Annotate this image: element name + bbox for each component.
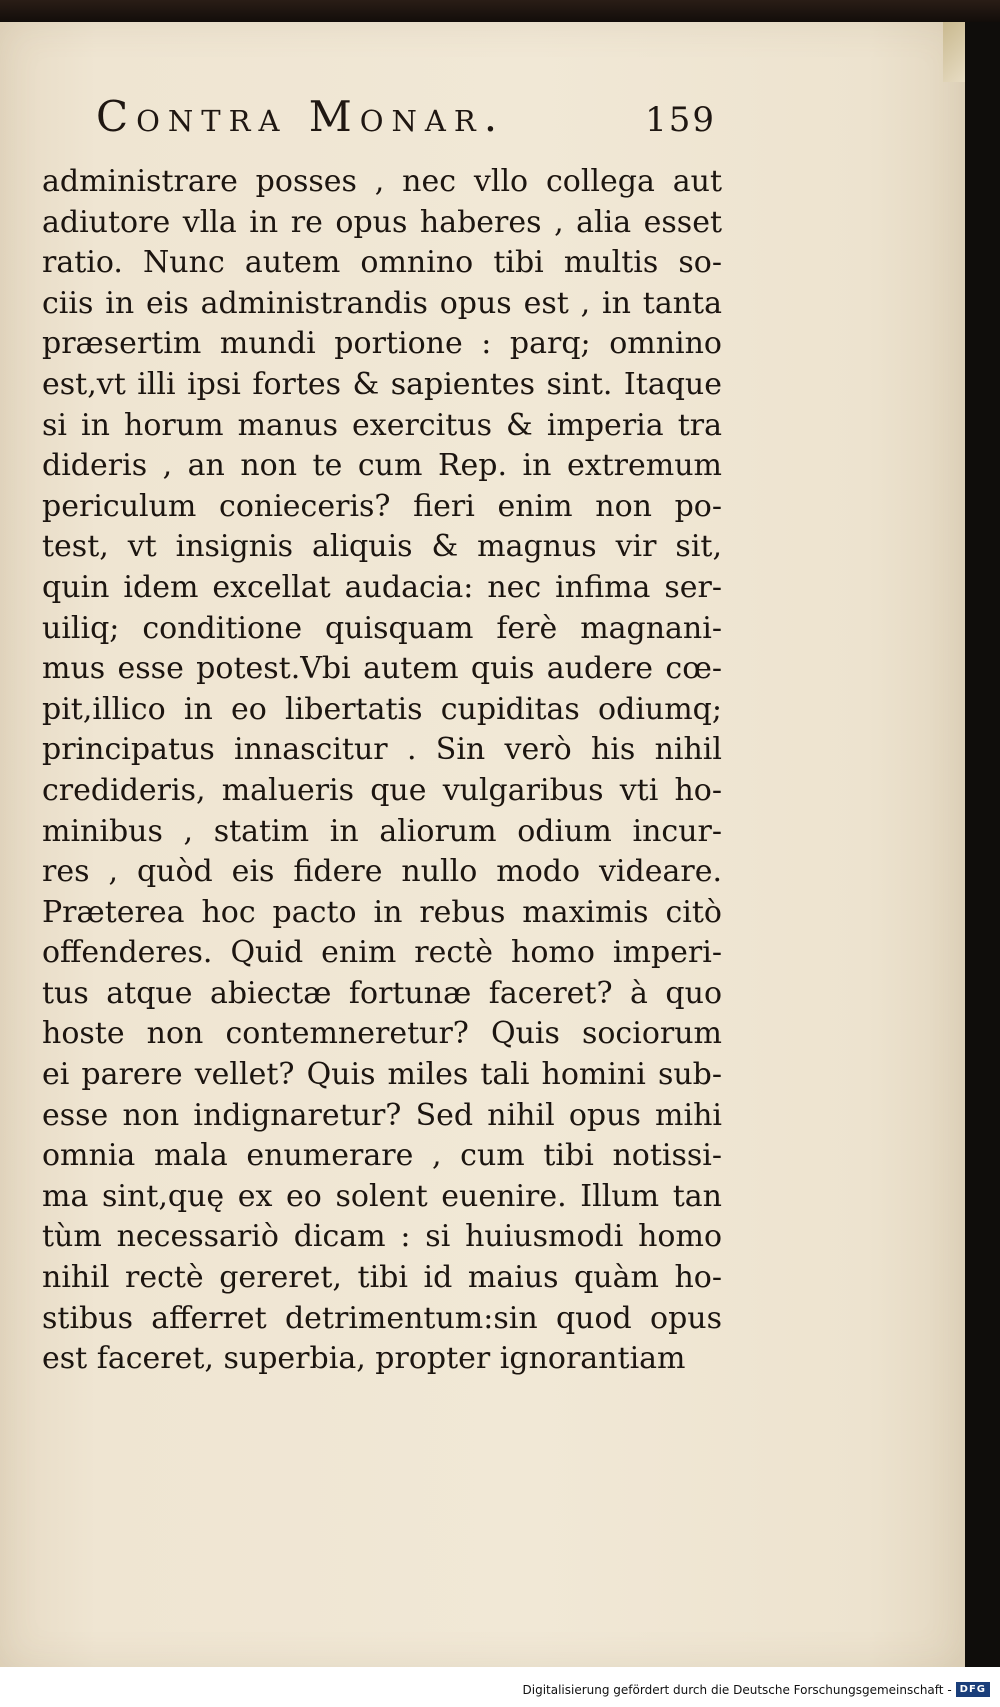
text-line: ciis in eis administrandis opus est , in tanta bbox=[42, 285, 722, 321]
text-line: test, vt insignis aliquis & magnus vir sit, bbox=[42, 529, 722, 565]
text-line: omnia mala enumerare , cum tibi notissi- bbox=[42, 1138, 722, 1174]
text-line: est faceret, superbia, propter ignorantiam bbox=[42, 1341, 686, 1377]
text-line: ei parere vellet? Quis miles tali homini sub- bbox=[42, 1057, 722, 1093]
text-line: hoste non contemneretur? Quis sociorum bbox=[42, 1016, 722, 1052]
text-line: nihil rectè gereret, tibi id maius quàm ho- bbox=[42, 1260, 722, 1296]
text-line: tùm necessariò dicam : si huiusmodi homo bbox=[42, 1219, 722, 1255]
text-line: administrare posses , nec vllo collega aut bbox=[42, 164, 722, 199]
text-line: quin idem excellat audacia: nec infima ser- bbox=[42, 569, 722, 605]
text-line: minibus , statim in aliorum odium incur- bbox=[42, 813, 722, 849]
text-line: principatus innascitur . Sin verò his nihil bbox=[42, 732, 722, 768]
running-head-title: Contra Monar. bbox=[96, 92, 506, 141]
text-line: si in horum manus exercitus & imperia tra bbox=[42, 407, 722, 443]
dfg-logo: DFG bbox=[956, 1682, 990, 1697]
text-line: dideris , an non te cum Rep. in extremum bbox=[42, 448, 722, 484]
text-line: stibus afferret detrimentum:sin quod opus bbox=[42, 1300, 722, 1336]
text-block bbox=[42, 162, 722, 1380]
footer-strip bbox=[0, 1667, 1000, 1707]
text-line: ma sint,quę ex eo solent euenire. Illum tan bbox=[42, 1178, 722, 1214]
text-line: præsertim mundi portione : parq; omnino bbox=[42, 326, 722, 362]
text-line: adiutore vlla in re opus haberes , alia esset bbox=[42, 204, 722, 240]
text-line: ratio. Nunc autem omnino tibi multis so- bbox=[42, 245, 722, 281]
text-line: mus esse potest.Vbi autem quis audere cœ- bbox=[42, 651, 722, 687]
book-top-edge bbox=[0, 0, 1000, 22]
text-line: Præterea hoc pacto in rebus maximis citò bbox=[42, 894, 722, 930]
footer-credit bbox=[523, 1682, 991, 1697]
running-head bbox=[96, 92, 716, 141]
text-line: offenderes. Quid enim rectè homo imperi- bbox=[42, 935, 722, 971]
text-line: esse non indignaretur? Sed nihil opus mihi bbox=[42, 1097, 722, 1133]
text-line: res , quòd eis fidere nullo modo videare. bbox=[42, 854, 722, 890]
text-line: uiliq; conditione quisquam ferè magnani- bbox=[42, 610, 722, 646]
footer-credit-text: Digitalisierung gefördert durch die Deutsche Forschungsgemeinschaft - bbox=[522, 1682, 952, 1697]
text-line: est,vt illi ipsi fortes & sapientes sint. Itaque bbox=[42, 366, 722, 402]
page-corner bbox=[943, 22, 965, 82]
text-line: periculum conieceris? fieri enim non po- bbox=[42, 488, 722, 524]
text-line: credideris, malueris que vulgaribus vti ho- bbox=[42, 772, 722, 808]
text-line: tus atque abiectæ fortunæ faceret? à quo bbox=[42, 975, 722, 1011]
page-number: 159 bbox=[645, 100, 716, 140]
text-line: pit,illico in eo libertatis cupiditas odiumq; bbox=[42, 691, 722, 727]
